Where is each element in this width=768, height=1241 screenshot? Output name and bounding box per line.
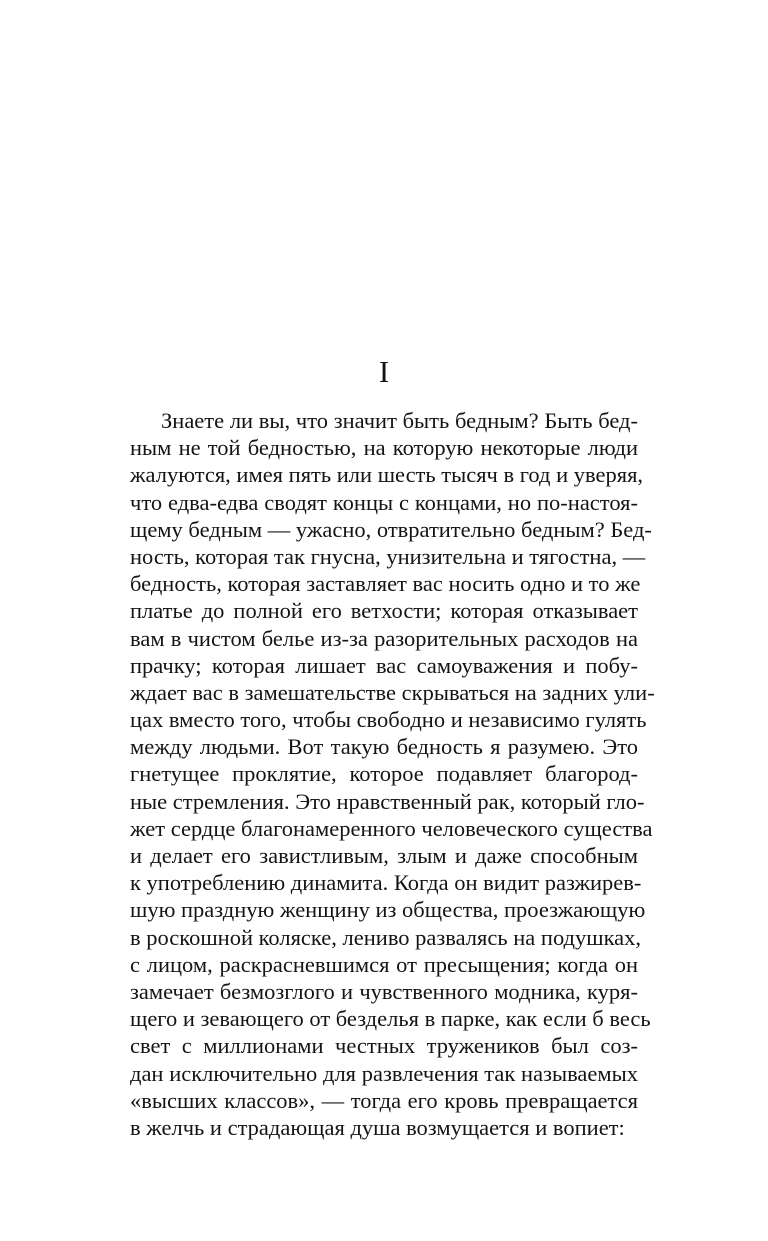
text-line: платье до полной его ветхости; которая отказывает — [130, 598, 638, 624]
text-line: шую праздную женщину из общества, проезжающую — [130, 897, 646, 923]
chapter-paragraph — [130, 407, 655, 1141]
text-line: ные стремления. Это нравственный рак, который гло- — [130, 788, 645, 814]
text-line: гнетущее проклятие, которое подавляет благород- — [130, 761, 638, 787]
text-line: замечает безмозглого и чувственного модника, куря- — [130, 978, 638, 1004]
text-line: жет сердце благонамеренного человеческого существа — [130, 815, 653, 841]
text-line: бедность, которая заставляет вас носить одно и то же — [130, 571, 641, 597]
text-line: в желчь и страдающая душа возмущается и вопиет: — [130, 1114, 625, 1140]
text-line: ждает вас в замешательстве скрываться на задних ули- — [130, 679, 655, 705]
text-line: между людьми. Вот такую бедность я разумею. Это — [130, 734, 638, 760]
text-line: свет с миллионами честных тружеников был соз- — [130, 1033, 638, 1059]
text-line: прачку; которая лишает вас самоуважения и побу- — [130, 652, 638, 678]
chapter-number: I — [378, 354, 390, 389]
text-line: жалуются, имея пять или шесть тысяч в год и уверяя, — [130, 462, 644, 488]
text-line: Знаете ли вы, что значит быть бедным? Быть бед- — [161, 408, 638, 433]
text-line: с лицом, раскрасневшимся от пресыщения; когда он — [130, 951, 638, 977]
text-line: вам в чистом белье из-за разорительных расходов на — [130, 625, 638, 651]
text-line: ность, которая так гнусна, унизительна и тягостна, — — [130, 543, 646, 569]
text-line: к употреблению динамита. Когда он видит разжирев- — [130, 870, 642, 896]
text-line: «высших классов», — тогда его кровь превращается — [130, 1087, 638, 1113]
text-line: ным не той бедностью, на которую некоторые люди — [130, 435, 638, 461]
text-line: щего и зевающего от безделья в парке, как если б весь — [130, 1006, 651, 1032]
text-line: дан исключительно для развлечения так называемых — [130, 1060, 638, 1086]
text-line: цах вместо того, чтобы свободно и независимо гулять — [130, 707, 647, 733]
text-line: щему бедным — ужасно, отвратительно бедным? Бед- — [130, 516, 652, 542]
text-line: в роскошной коляске, лениво развалясь на подушках, — [130, 924, 642, 950]
text-line: и делает его завистливым, злым и даже способным — [130, 843, 638, 868]
text-line: что едва-едва сводят концы с концами, но по-настоя- — [130, 489, 638, 515]
